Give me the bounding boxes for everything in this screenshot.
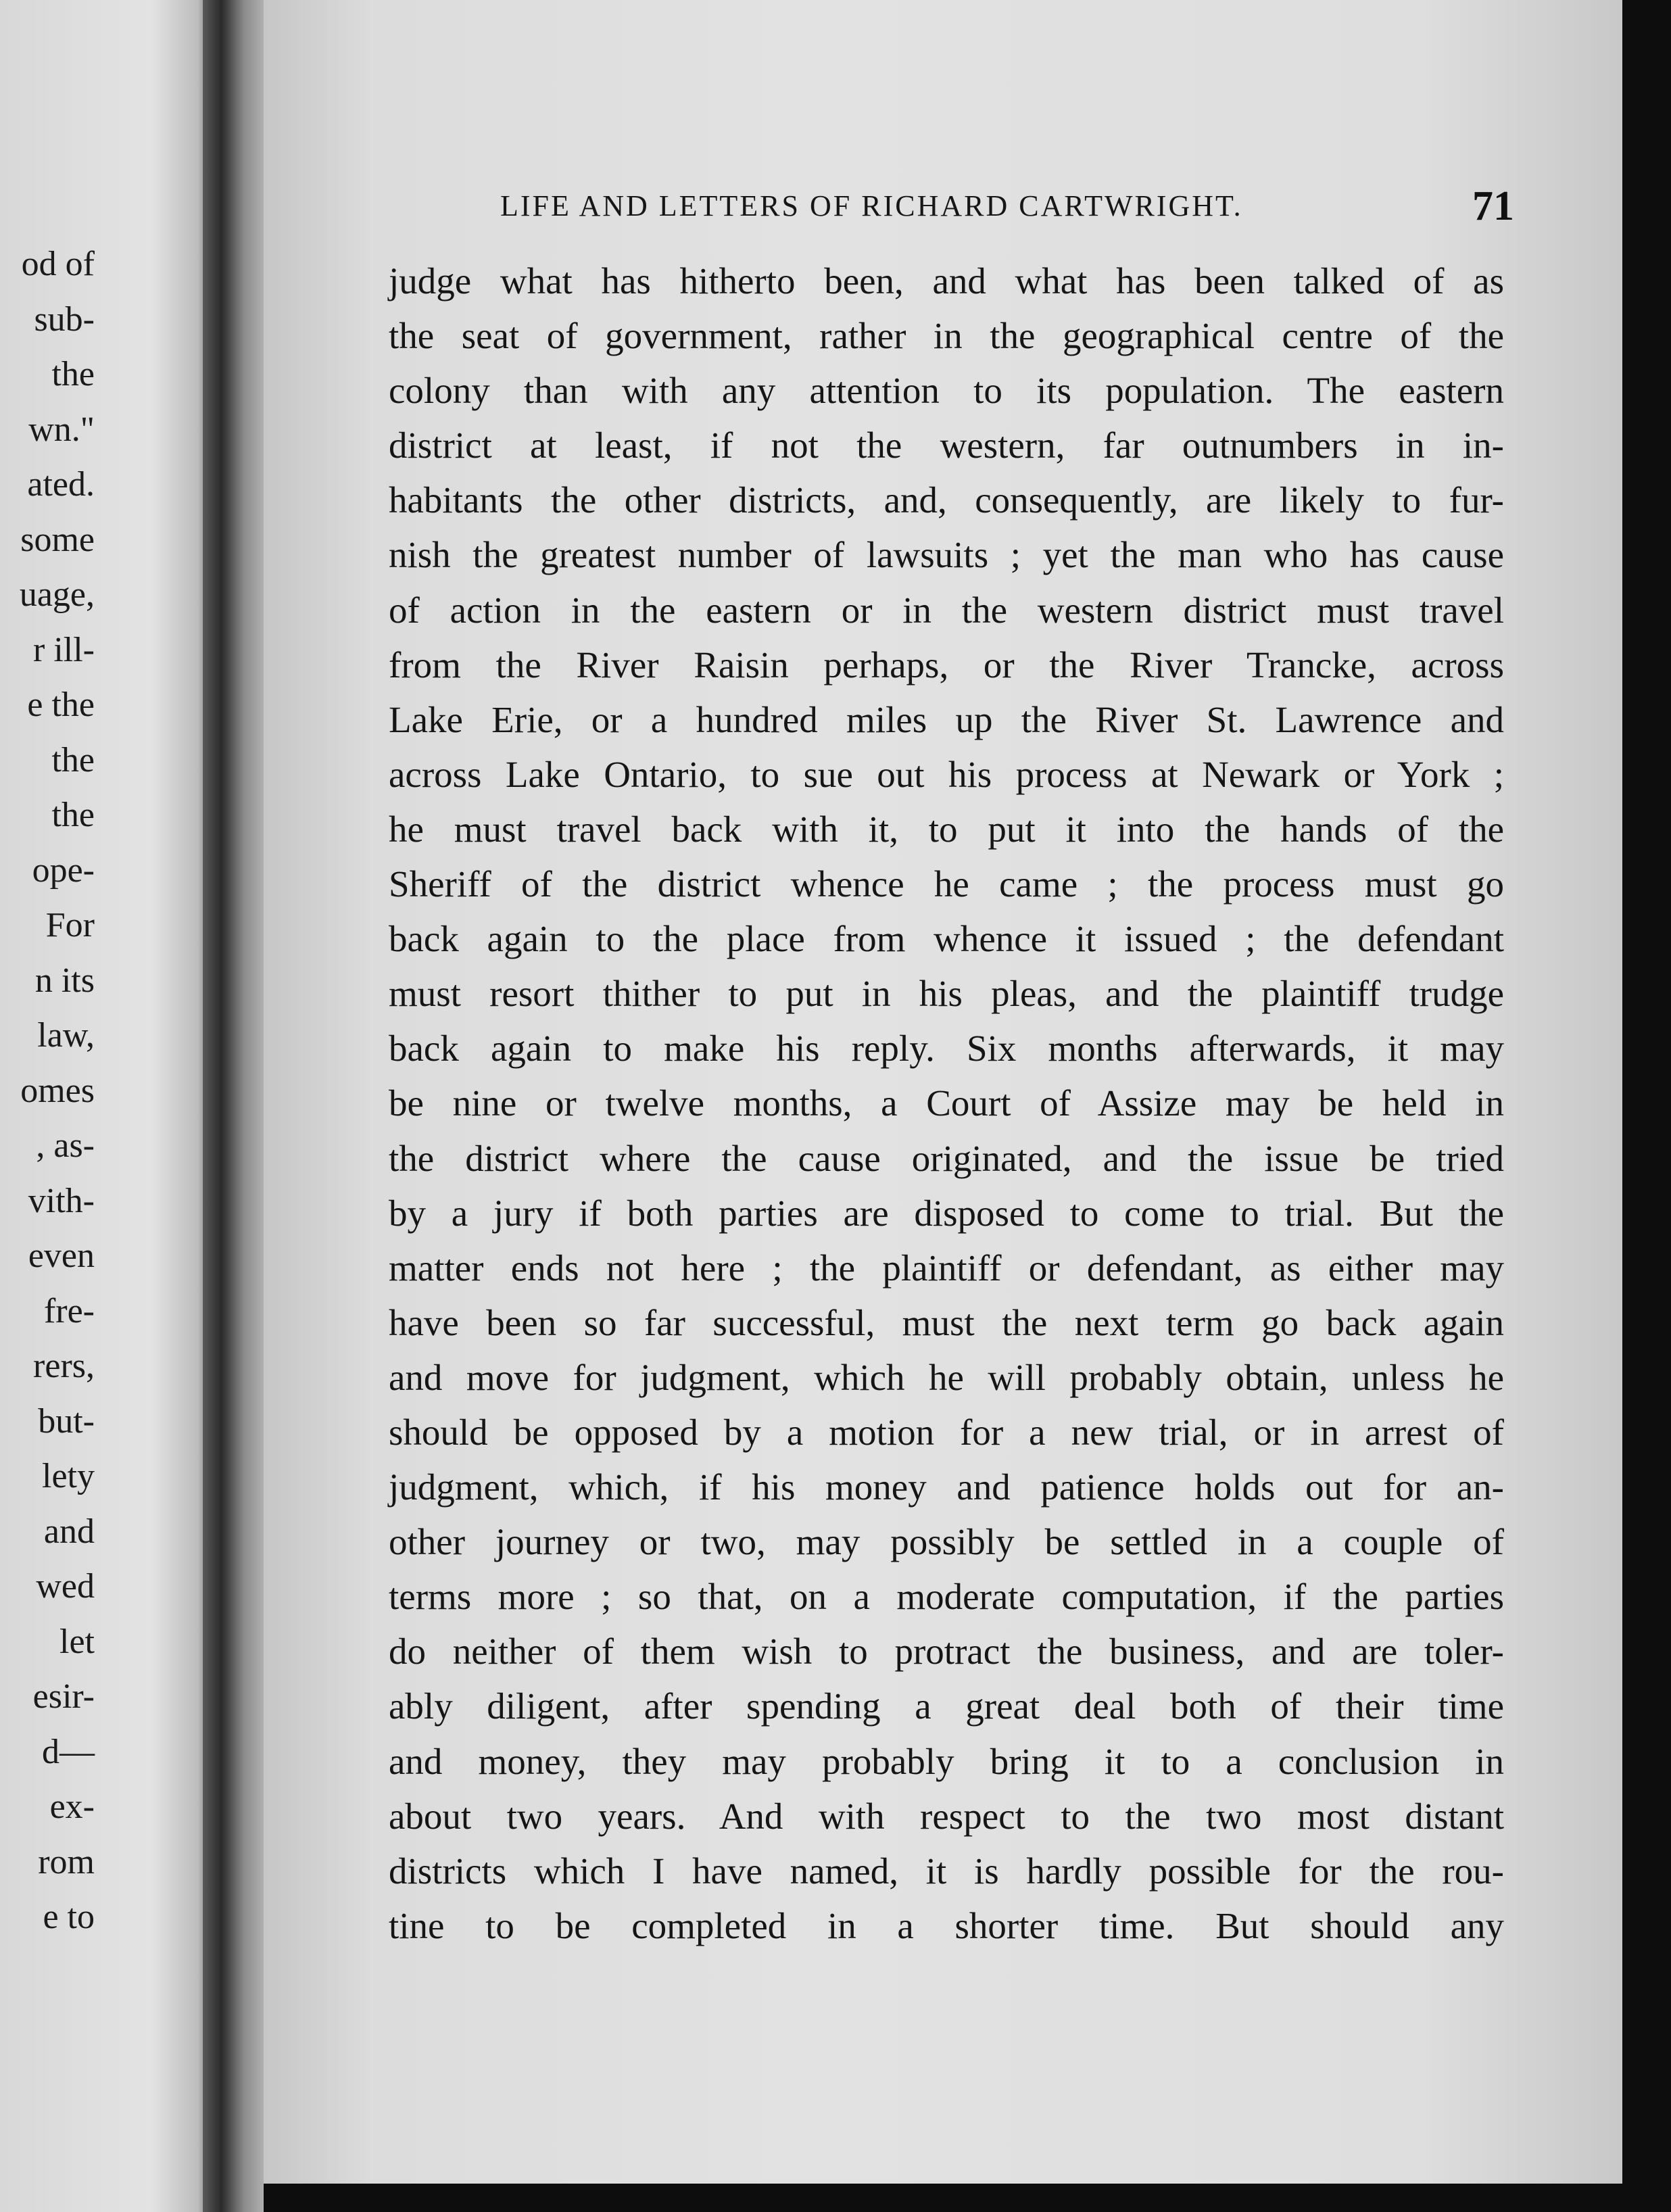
left-facing-page (0, 0, 215, 2212)
body-text (389, 254, 1504, 1953)
text-line: do neither of them wish to protract the business, and are toler- (389, 1631, 1504, 1673)
left-page-line-fragment: ated. (27, 465, 95, 504)
left-page-line-fragment: wed (36, 1567, 95, 1606)
text-line: of action in the eastern or in the western district must travel (389, 589, 1504, 631)
text-line: judgment, which, if his money and patience holds out for an- (389, 1466, 1504, 1508)
text-line: terms more ; so that, on a moderate computation, if the parties (389, 1576, 1504, 1618)
left-page-line-fragment: the (51, 355, 95, 393)
text-line: and move for judgment, which he will probably obtain, unless he (389, 1356, 1504, 1398)
left-page-line-fragment: For (45, 906, 95, 944)
text-line: should be opposed by a motion for a new trial, or in arrest of (389, 1411, 1504, 1453)
text-line: from the River Raisin perhaps, or the River Trancke, across (389, 644, 1504, 686)
right-scan-edge (1622, 0, 1671, 2212)
left-page-line-fragment: and (43, 1512, 95, 1551)
left-page-line-fragment: rers, (33, 1347, 95, 1385)
left-page-line-fragment: , as- (36, 1126, 95, 1165)
bottom-scan-edge (264, 2184, 1671, 2212)
left-page-line-fragment: even (28, 1236, 95, 1275)
left-page-line-fragment: r ill- (33, 630, 95, 669)
text-line: and money, they may probably bring it to a conclusion in (389, 1740, 1504, 1782)
page-number: 71 (1472, 183, 1514, 229)
left-page-line-fragment: the (51, 740, 95, 779)
left-page-line-fragment: the (51, 796, 95, 834)
text-line: across Lake Ontario, to sue out his process at Newark or York ; (389, 753, 1504, 795)
text-line: Sheriff of the district whence he came ; the process must go (389, 863, 1504, 905)
text-line: have been so far successful, must the next term go back again (389, 1301, 1504, 1343)
left-page-line-fragment: rom (38, 1842, 95, 1881)
text-line: habitants the other districts, and, consequently, are likely to fur- (389, 479, 1504, 521)
left-page-line-fragment: ope- (32, 850, 95, 890)
left-page-line-fragment: fre- (43, 1291, 95, 1330)
text-line: he must travel back with it, to put it into the hands of the (389, 808, 1504, 850)
left-page-line-fragment: vith- (28, 1181, 95, 1220)
left-page-line-fragment: but- (38, 1401, 95, 1441)
text-line: colony than with any attention to its population. The eastern (389, 370, 1504, 412)
left-page-line-fragment: uage, (19, 575, 95, 614)
left-page-line-fragment: od of (21, 245, 95, 283)
text-line: back again to the place from whence it issued ; the defendant (389, 918, 1504, 960)
left-page-line-fragment: some (20, 520, 95, 559)
text-line: by a jury if both parties are disposed to come to trial. But the (389, 1192, 1504, 1234)
text-line: must resort thither to put in his pleas, and the plaintiff trudge (389, 973, 1504, 1015)
text-line: district at least, if not the western, far outnumbers in in- (389, 425, 1504, 466)
left-page-line-fragment: lety (42, 1457, 95, 1495)
text-line: ably diligent, after spending a great deal both of their time (389, 1685, 1504, 1727)
text-line: matter ends not here ; the plaintiff or defendant, as either may (389, 1247, 1504, 1289)
text-line: Lake Erie, or a hundred miles up the River St. Lawrence and (389, 698, 1504, 740)
text-line: about two years. And with respect to the two most distant (389, 1795, 1504, 1837)
text-line: districts which I have named, it is hardly possible for the rou- (389, 1850, 1504, 1892)
left-page-line-fragment: n its (34, 961, 95, 1000)
left-page-line-fragment: let (59, 1622, 95, 1661)
left-page-line-fragment: e the (27, 686, 95, 724)
text-line: nish the greatest number of lawsuits ; yet the man who has cause (389, 534, 1504, 576)
running-header: LIFE AND LETTERS OF RICHARD CARTWRIGHT. (500, 189, 1243, 222)
text-line: the district where the cause originated, and the issue be tried (389, 1137, 1504, 1179)
left-page-line-fragment: esir- (32, 1677, 95, 1716)
left-page-line-fragment: wn." (28, 410, 95, 449)
text-line: be nine or twelve months, a Court of Assize may be held in (389, 1082, 1504, 1124)
left-page-line-fragment: d— (42, 1732, 95, 1771)
left-page-line-fragment: e to (43, 1898, 95, 1936)
left-page-text (0, 237, 95, 1945)
text-line: back again to make his reply. Six months afterwards, it may (389, 1028, 1504, 1069)
left-page-line-fragment: sub- (34, 299, 95, 339)
text-line: judge what has hitherto been, and what has been talked of as (389, 260, 1504, 302)
left-page-line-fragment: law, (37, 1016, 95, 1055)
left-page-line-fragment: omes (20, 1071, 95, 1110)
text-line: other journey or two, may possibly be settled in a couple of (389, 1521, 1504, 1563)
text-line: tine to be completed in a shorter time. But should any (389, 1904, 1504, 1946)
text-line: the seat of government, rather in the geographical centre of the (389, 315, 1504, 357)
left-page-line-fragment: ex- (49, 1787, 95, 1826)
